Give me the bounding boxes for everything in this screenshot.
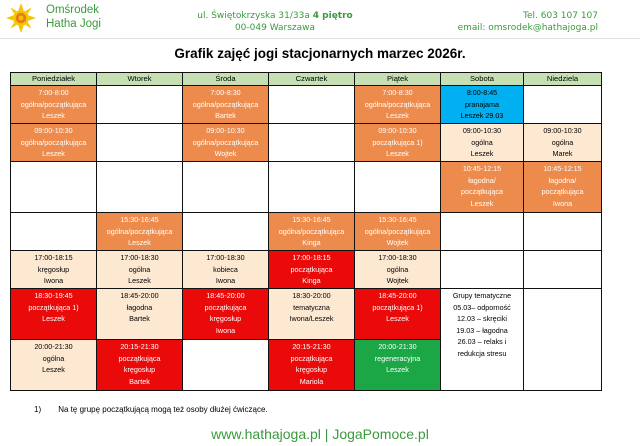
- class-cell: [441, 124, 524, 162]
- class-cell: [11, 289, 97, 340]
- class-detail: ogólna/początkująca: [192, 99, 259, 109]
- empty-cell: [183, 162, 269, 213]
- schedule-row: [11, 162, 602, 213]
- org-name-line2: Hatha Jogi: [46, 18, 101, 30]
- class-detail: ogólna/początkująca: [20, 137, 87, 147]
- class-detail: Leszek: [470, 198, 494, 208]
- class-detail: kręgosłup: [209, 314, 242, 324]
- address-city: 00-049 Warszawa: [234, 23, 316, 33]
- day-header: Poniedziałek: [11, 73, 97, 86]
- class-cell: [524, 162, 602, 213]
- class-detail: początkująca: [204, 302, 247, 312]
- empty-cell: [441, 213, 524, 251]
- header-divider: [0, 38, 640, 39]
- class-detail: początkująca 1): [28, 302, 79, 312]
- class-time: 7:00-8:00: [38, 88, 69, 97]
- empty-cell: [269, 86, 355, 124]
- class-time: 20:00-21:30: [34, 342, 73, 351]
- class-detail: Leszek: [386, 314, 409, 324]
- class-time: 18:45-20:00: [378, 291, 417, 300]
- class-cell: [269, 289, 355, 340]
- class-time: 17:00-18:30: [378, 253, 417, 262]
- contact-email: email: omsrodek@hathajoga.pl: [457, 23, 598, 33]
- class-time: 09:00-10:30: [462, 126, 502, 135]
- class-detail: Bartek: [129, 376, 150, 386]
- class-cell: [11, 124, 97, 162]
- class-cell: [11, 86, 97, 124]
- class-detail: Leszek: [470, 149, 494, 159]
- class-detail: ogólna: [128, 264, 151, 274]
- day-header: Sobota: [441, 73, 524, 86]
- day-header: Środa: [183, 73, 269, 86]
- schedule-row: [11, 251, 602, 289]
- class-detail: Leszek: [128, 238, 151, 248]
- class-cell: [97, 213, 183, 251]
- class-detail: początkująca: [541, 187, 584, 197]
- class-time: 15:30-16:45: [292, 215, 331, 224]
- schedule-row: [11, 86, 602, 124]
- empty-cell: [11, 162, 97, 213]
- class-time: 15:30-16:45: [378, 215, 417, 224]
- empty-cell: [269, 162, 355, 213]
- class-detail: ogólna: [471, 137, 493, 147]
- class-detail: ogólna: [551, 137, 574, 147]
- day-header-row: [11, 73, 602, 86]
- schedule-row: [11, 213, 602, 251]
- class-detail: ogólna/początkująca: [192, 137, 259, 147]
- class-detail: ogólna: [386, 264, 409, 274]
- empty-cell: [524, 289, 602, 391]
- empty-cell: [441, 251, 524, 289]
- class-detail: Leszek: [386, 365, 409, 375]
- class-detail: kręgosłup: [123, 365, 156, 375]
- note-line: Grupy tematyczne: [452, 291, 512, 300]
- day-header: Czwartek: [269, 73, 355, 86]
- schedule-table: [10, 72, 602, 391]
- empty-cell: [524, 213, 602, 251]
- empty-cell: [97, 162, 183, 213]
- empty-cell: [97, 86, 183, 124]
- class-cell: [355, 86, 441, 124]
- class-time: 09:00-10:30: [34, 126, 73, 135]
- class-cell: [183, 86, 269, 124]
- address-street: ul. Świętokrzyska 31/33a: [197, 11, 310, 21]
- class-cell: [441, 86, 524, 124]
- class-detail: łagodna/: [548, 175, 577, 185]
- class-detail: Iwona/Leszek: [289, 314, 334, 324]
- class-detail: Leszek 29.03: [460, 111, 504, 121]
- class-detail: początkująca: [461, 187, 503, 197]
- class-cell: [183, 124, 269, 162]
- class-detail: Wojtek: [386, 276, 409, 286]
- class-time: 20:15-21:30: [292, 342, 331, 351]
- class-detail: Wojtek: [214, 149, 237, 159]
- class-detail: Leszek: [42, 149, 65, 159]
- class-detail: Bartek: [215, 111, 236, 121]
- class-detail: pranajama: [465, 99, 499, 109]
- class-cell: [11, 251, 97, 289]
- footnote-number: 1): [34, 405, 42, 414]
- class-detail: Mariola: [299, 376, 324, 386]
- class-detail: Leszek: [128, 276, 151, 286]
- class-detail: ogólna/początkująca: [20, 99, 87, 109]
- class-detail: łagodna/: [468, 175, 496, 185]
- class-time: 17:00-18:15: [292, 253, 331, 262]
- class-detail: początkująca 1): [372, 302, 423, 312]
- class-time: 18:30-19:45: [34, 291, 73, 300]
- class-detail: Leszek: [42, 111, 65, 121]
- empty-cell: [355, 162, 441, 213]
- class-cell: [269, 340, 355, 391]
- class-time: 7:00-8:30: [382, 88, 413, 97]
- class-time: 09:00-10:30: [378, 126, 417, 135]
- class-time: 17:00-18:15: [34, 253, 73, 262]
- class-detail: ogólna/początkująca: [278, 226, 345, 236]
- website-link[interactable]: www.hathajoga.pl | JogaPomoce.pl: [211, 426, 429, 442]
- theme-groups-note: [441, 289, 524, 391]
- class-detail: Iwona: [215, 325, 236, 335]
- class-time: 10:45-12:15: [462, 164, 502, 173]
- class-cell: [355, 289, 441, 340]
- class-detail: Iwona: [43, 276, 64, 286]
- class-time: 18:45-20:00: [206, 291, 245, 300]
- footnote: [34, 405, 268, 414]
- note-line: 12.03 – skręciki: [457, 314, 507, 324]
- schedule-row: [11, 289, 602, 340]
- class-cell: [97, 251, 183, 289]
- class-cell: [355, 340, 441, 391]
- empty-cell: [97, 124, 183, 162]
- class-detail: kobieca: [213, 264, 238, 274]
- class-time: 20:15-21:30: [120, 342, 159, 351]
- empty-cell: [524, 251, 602, 289]
- class-detail: kręgosłup: [295, 365, 328, 375]
- day-header: Wtorek: [97, 73, 183, 86]
- page-header: [0, 0, 640, 38]
- class-detail: Leszek: [42, 314, 65, 324]
- class-time: 17:00-18:30: [206, 253, 245, 262]
- class-detail: regeneracyjna: [374, 353, 421, 363]
- class-cell: [97, 289, 183, 340]
- class-detail: początkująca: [290, 264, 333, 274]
- class-cell: [183, 251, 269, 289]
- class-detail: Leszek: [386, 149, 409, 159]
- org-name: [46, 3, 101, 31]
- class-cell: [355, 213, 441, 251]
- empty-cell: [524, 86, 602, 124]
- class-time: 17:00-18:30: [120, 253, 159, 262]
- class-detail: ogólna: [42, 353, 65, 363]
- sun-logo-icon: [6, 3, 36, 33]
- class-time: 8:00-8:45: [466, 88, 498, 97]
- note-line: 26.03 – relaks i: [457, 337, 507, 347]
- address-block: [180, 10, 370, 34]
- class-detail: kręgosłup: [37, 264, 70, 274]
- class-detail: początkująca: [290, 353, 333, 363]
- class-detail: łagodna: [126, 302, 153, 312]
- class-detail: Wojtek: [386, 238, 409, 248]
- class-detail: tematyczna: [293, 302, 330, 312]
- class-detail: Kinga: [302, 276, 321, 286]
- class-time: 09:00-10:30: [543, 126, 582, 135]
- class-detail: Leszek: [386, 111, 409, 121]
- class-detail: ogólna/początkująca: [106, 226, 173, 236]
- class-cell: [97, 340, 183, 391]
- class-time: 10:45-12:15: [543, 164, 582, 173]
- empty-cell: [183, 340, 269, 391]
- class-detail: ogólna/początkująca: [364, 99, 431, 109]
- class-cell: [269, 213, 355, 251]
- class-cell: [355, 251, 441, 289]
- class-cell: [269, 251, 355, 289]
- contact-block: [458, 10, 598, 34]
- class-time: 20:00-21:30: [378, 342, 417, 351]
- class-cell: [183, 289, 269, 340]
- class-detail: początkująca 1): [372, 137, 423, 147]
- footnote-text: Na tę grupę początkującą mogą też osoby dłużej ćwiczące.: [58, 405, 268, 414]
- schedule-title: Grafik zajęć jogi stacjonarnych marzec 2026r.: [174, 46, 466, 61]
- empty-cell: [11, 213, 97, 251]
- class-detail: Leszek: [42, 365, 65, 375]
- class-detail: Iwona: [552, 198, 573, 208]
- schedule-row: [11, 124, 602, 162]
- class-detail: Kinga: [302, 238, 321, 248]
- address-floor: 4 piętro: [312, 11, 353, 21]
- class-time: 15:30-16:45: [120, 215, 159, 224]
- class-detail: początkująca: [118, 353, 161, 363]
- class-time: 09:00-10:30: [206, 126, 245, 135]
- class-time: 18:45-20:00: [120, 291, 159, 300]
- class-detail: Bartek: [129, 314, 150, 324]
- class-cell: [11, 340, 97, 391]
- class-cell: [524, 124, 602, 162]
- day-header: Piątek: [355, 73, 441, 86]
- class-cell: [355, 124, 441, 162]
- org-name-line1: Omśrodek: [46, 4, 100, 16]
- note-line: redukcja stresu: [457, 348, 507, 358]
- class-time: 7:00-8:30: [210, 88, 241, 97]
- empty-cell: [183, 213, 269, 251]
- class-cell: [441, 162, 524, 213]
- empty-cell: [269, 124, 355, 162]
- day-header: Niedziela: [524, 73, 602, 86]
- class-detail: Marek: [552, 149, 573, 159]
- class-detail: ogólna/początkująca: [364, 226, 431, 236]
- class-detail: Iwona: [215, 276, 236, 286]
- note-line: 19.03 – łagodna: [456, 325, 508, 335]
- note-line: 05.03– odporność: [453, 302, 511, 312]
- contact-phone: Tel. 603 107 107: [523, 11, 598, 21]
- class-time: 18:30-20:00: [292, 291, 331, 300]
